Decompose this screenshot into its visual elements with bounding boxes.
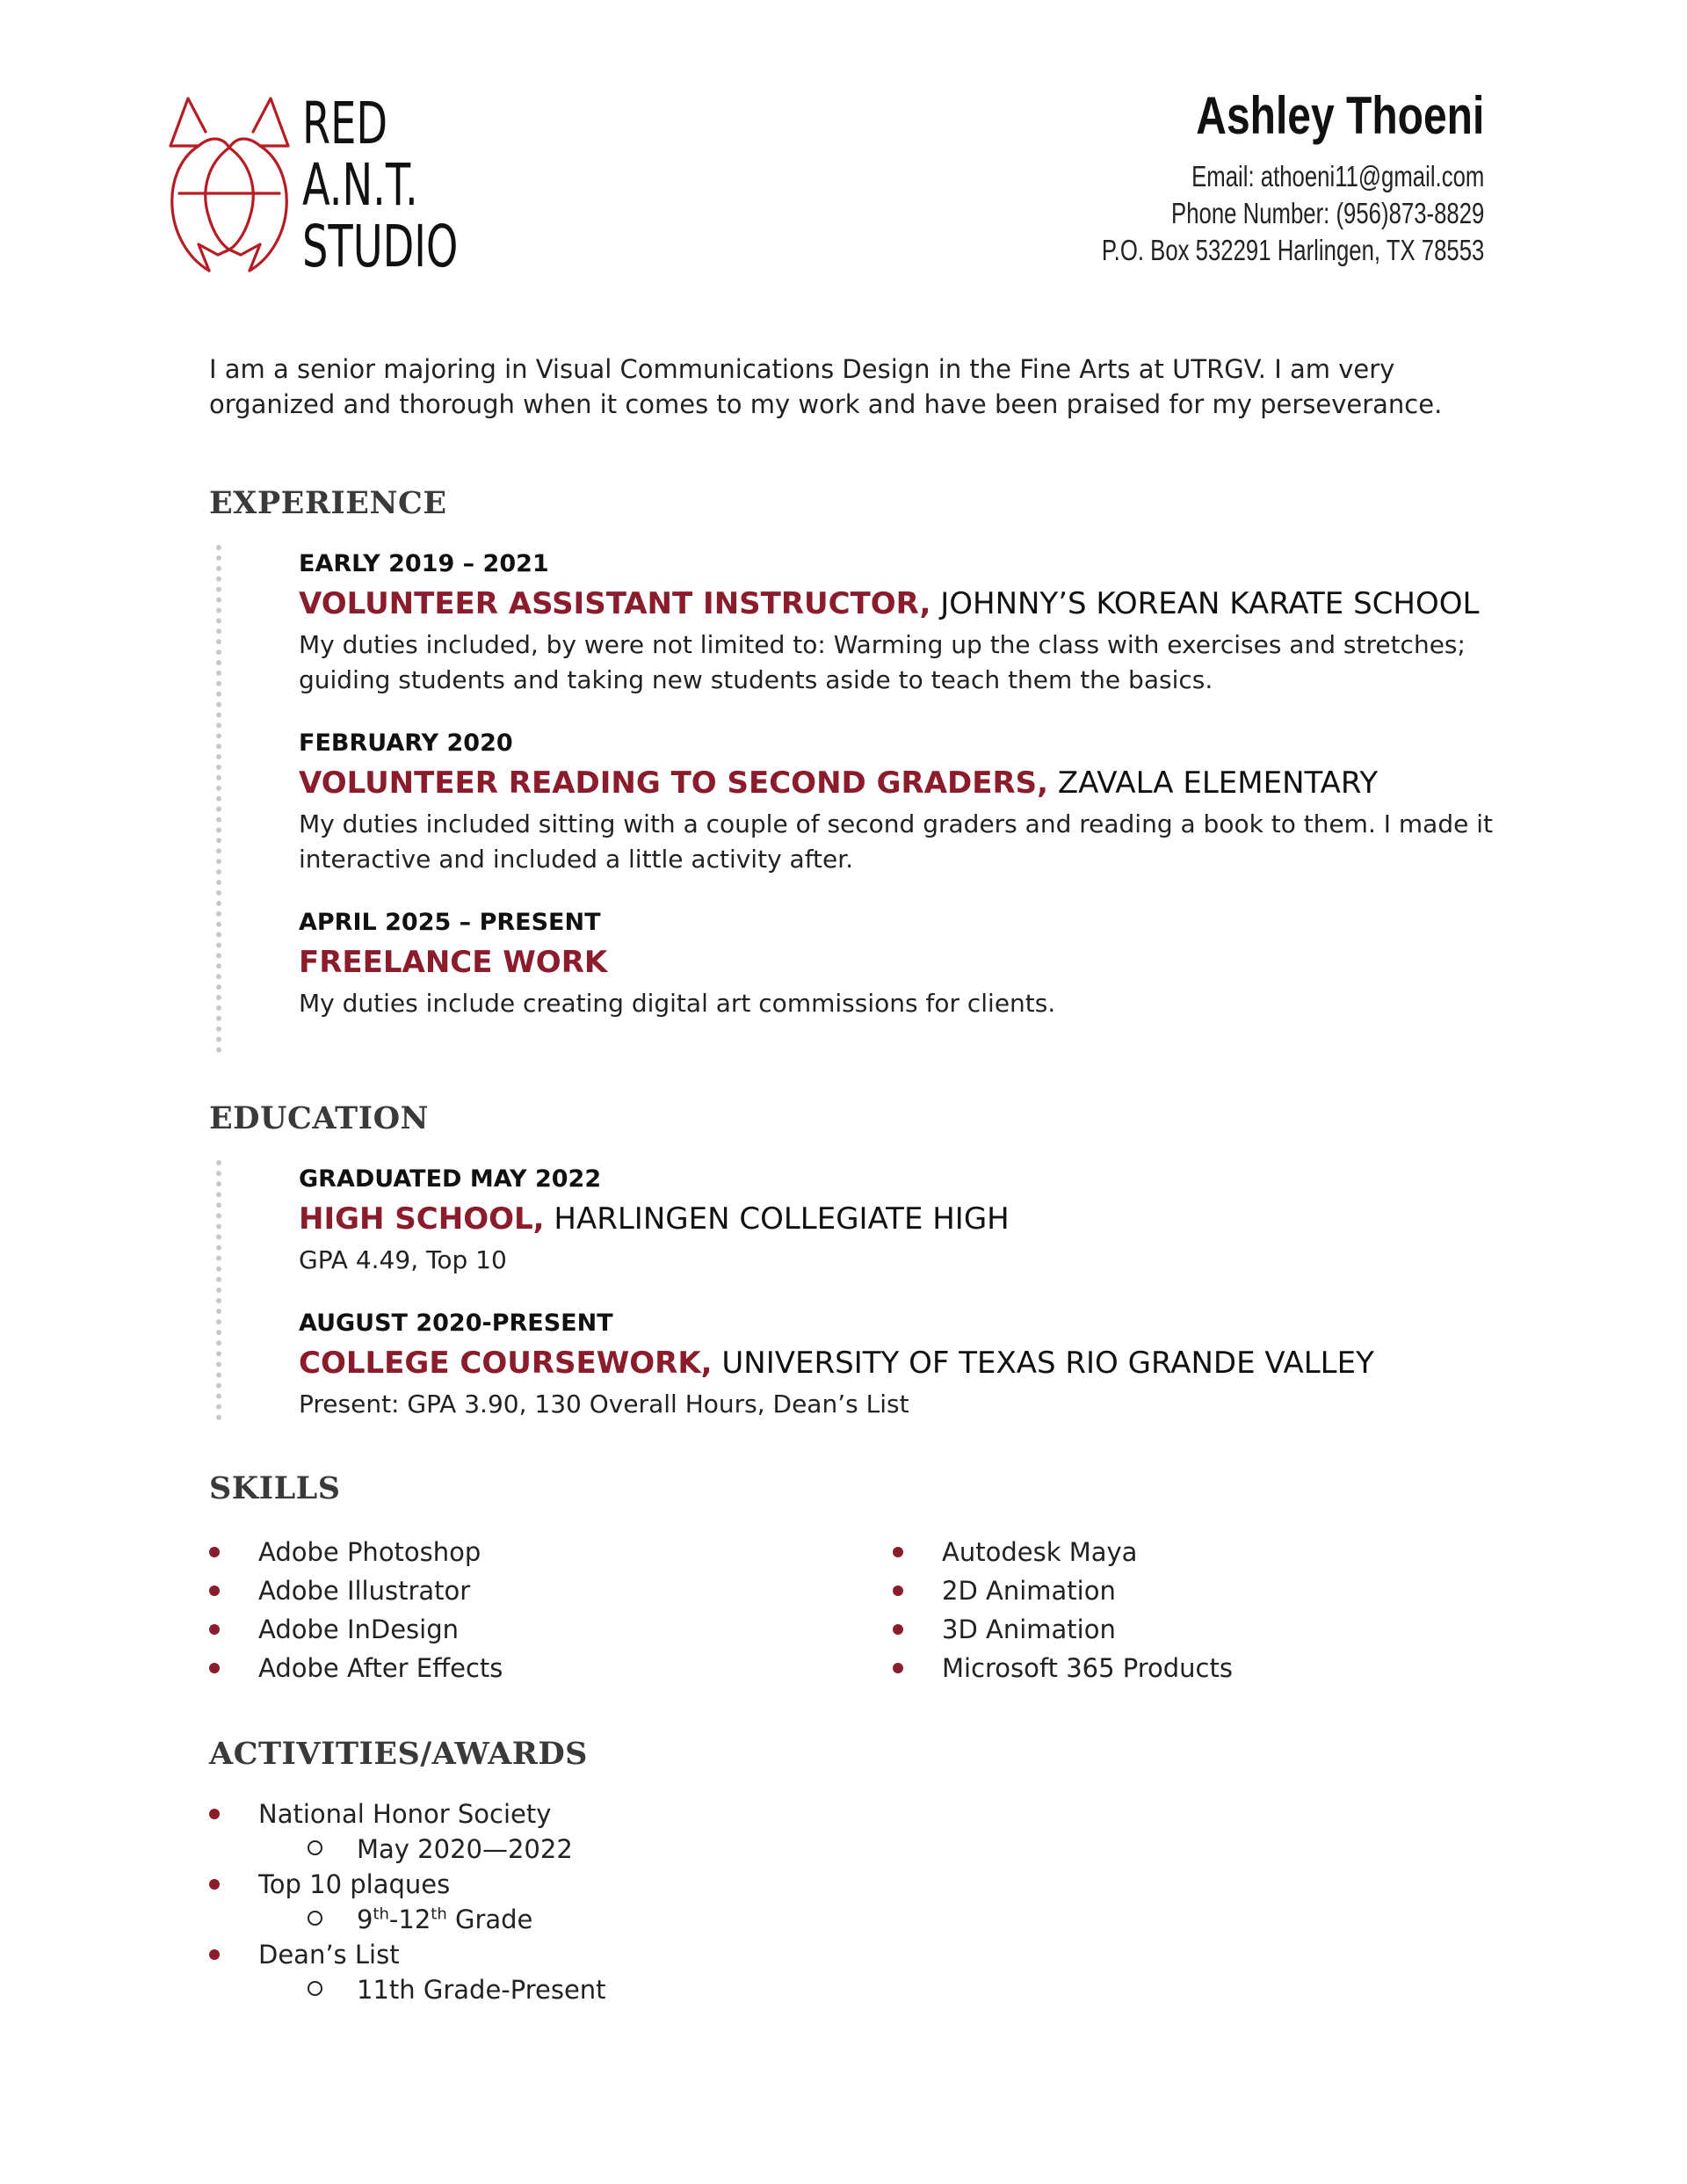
summary-paragraph: I am a senior majoring in Visual Communications Design in the Fine Arts at UTRGV. I am very organized and thorough when it comes to my work and have been praised for my perseverance. bbox=[209, 354, 1443, 419]
bullet-icon bbox=[209, 1949, 220, 1960]
entry-date: EARLY 2019 – 2021 bbox=[299, 550, 549, 577]
skill-item: Microsoft 365 Products bbox=[893, 1649, 1233, 1687]
skills-list-left bbox=[209, 1533, 503, 1687]
entry-heading bbox=[299, 1343, 1494, 1383]
activity-subitem: 11th Grade-Present bbox=[209, 1972, 606, 2007]
education-entry bbox=[299, 1308, 1494, 1422]
bullet-icon bbox=[209, 1547, 220, 1557]
applicant-name: Ashley Thoeni bbox=[1195, 86, 1484, 145]
entry-description: My duties included sitting with a couple of second graders and reading a book to them. I made it interactive and included a little activity after. bbox=[299, 809, 1493, 874]
logo-line-1: RED bbox=[302, 90, 388, 157]
hollow-bullet-icon bbox=[308, 1840, 322, 1855]
skill-item: 3D Animation bbox=[893, 1610, 1233, 1649]
education-timeline-line bbox=[216, 1160, 221, 1420]
experience-entry bbox=[299, 548, 1494, 698]
entry-role: VOLUNTEER READING TO SECOND GRADERS, bbox=[299, 765, 1049, 801]
section-title-skills: SKILLS bbox=[209, 1470, 341, 1506]
entry-org: HARLINGEN COLLEGIATE HIGH bbox=[544, 1201, 1010, 1237]
entry-date: AUGUST 2020-PRESENT bbox=[299, 1310, 613, 1337]
entry-role: COLLEGE COURSEWORK, bbox=[299, 1346, 713, 1381]
entry-description: My duties included, by were not limited to: Warming up the class with exercises and stretches; guiding students and taking new students aside to teach them the basics. bbox=[299, 630, 1466, 694]
activity-item: Dean’s List bbox=[209, 1937, 606, 1972]
bullet-icon bbox=[893, 1585, 903, 1596]
skill-item: 2D Animation bbox=[893, 1571, 1233, 1610]
experience-entries bbox=[299, 548, 1494, 1051]
entry-description: My duties include creating digital art commissions for clients. bbox=[299, 989, 1056, 1018]
hollow-bullet-icon bbox=[308, 1911, 322, 1926]
bullet-icon bbox=[209, 1879, 220, 1890]
activity-subitem: May 2020—2022 bbox=[209, 1832, 606, 1867]
skill-item: Adobe Illustrator bbox=[209, 1571, 503, 1610]
bullet-icon bbox=[893, 1547, 903, 1557]
entry-date: FEBRUARY 2020 bbox=[299, 729, 513, 757]
bullet-icon bbox=[209, 1809, 220, 1819]
activities-list bbox=[209, 1796, 606, 2007]
bullet-icon bbox=[893, 1624, 903, 1635]
experience-entry bbox=[299, 728, 1494, 877]
activity-item: Top 10 plaques bbox=[209, 1867, 606, 1902]
hollow-bullet-icon bbox=[308, 1981, 322, 1996]
contact-email: Email: athoeni11@gmail.com bbox=[1191, 160, 1484, 192]
section-title-education: EDUCATION bbox=[209, 1100, 430, 1136]
studio-logo bbox=[163, 90, 459, 280]
entry-heading bbox=[299, 584, 1494, 624]
experience-entry bbox=[299, 907, 1494, 1021]
entry-role: HIGH SCHOOL, bbox=[299, 1201, 545, 1237]
experience-timeline-line bbox=[216, 545, 221, 1053]
activity-item: National Honor Society bbox=[209, 1796, 606, 1832]
education-entry bbox=[299, 1164, 1494, 1278]
skill-item: Adobe InDesign bbox=[209, 1610, 503, 1649]
logo-wordmark bbox=[302, 90, 459, 280]
bullet-icon bbox=[209, 1663, 220, 1673]
bullet-icon bbox=[209, 1624, 220, 1635]
logo-line-3: STUDIO bbox=[302, 213, 459, 280]
entry-heading bbox=[299, 942, 1494, 983]
bullet-icon bbox=[209, 1585, 220, 1596]
education-entries bbox=[299, 1164, 1494, 1452]
entry-heading bbox=[299, 1199, 1494, 1239]
entry-heading bbox=[299, 763, 1494, 803]
entry-date: APRIL 2025 – PRESENT bbox=[299, 909, 601, 936]
entry-date: GRADUATED MAY 2022 bbox=[299, 1165, 602, 1193]
entry-org: UNIVERSITY OF TEXAS RIO GRANDE VALLEY bbox=[712, 1346, 1374, 1381]
ant-head-icon bbox=[163, 95, 295, 279]
bullet-icon bbox=[893, 1663, 903, 1673]
activity-subitem: 9th-12th Grade bbox=[209, 1902, 606, 1937]
contact-address: P.O. Box 532291 Harlingen, TX 78553 bbox=[1101, 234, 1484, 266]
skills-list-right bbox=[893, 1533, 1233, 1687]
contact-block bbox=[994, 84, 1484, 269]
section-title-experience: EXPERIENCE bbox=[209, 485, 447, 521]
entry-description: GPA 4.49, Top 10 bbox=[299, 1245, 507, 1274]
entry-role: VOLUNTEER ASSISTANT INSTRUCTOR, bbox=[299, 586, 931, 621]
logo-line-2: A.N.T. bbox=[302, 151, 418, 219]
skill-item: Adobe Photoshop bbox=[209, 1533, 503, 1571]
entry-description: Present: GPA 3.90, 130 Overall Hours, Dean’s List bbox=[299, 1389, 909, 1419]
skill-item: Adobe After Effects bbox=[209, 1649, 503, 1687]
entry-role: FREELANCE WORK bbox=[299, 945, 608, 980]
entry-org: ZAVALA ELEMENTARY bbox=[1048, 765, 1379, 801]
section-title-activities: ACTIVITIES/AWARDS bbox=[209, 1736, 588, 1772]
skill-item: Autodesk Maya bbox=[893, 1533, 1233, 1571]
contact-phone: Phone Number: (956)873-8829 bbox=[1170, 197, 1484, 229]
entry-org: JOHNNY’S KOREAN KARATE SCHOOL bbox=[930, 586, 1480, 621]
